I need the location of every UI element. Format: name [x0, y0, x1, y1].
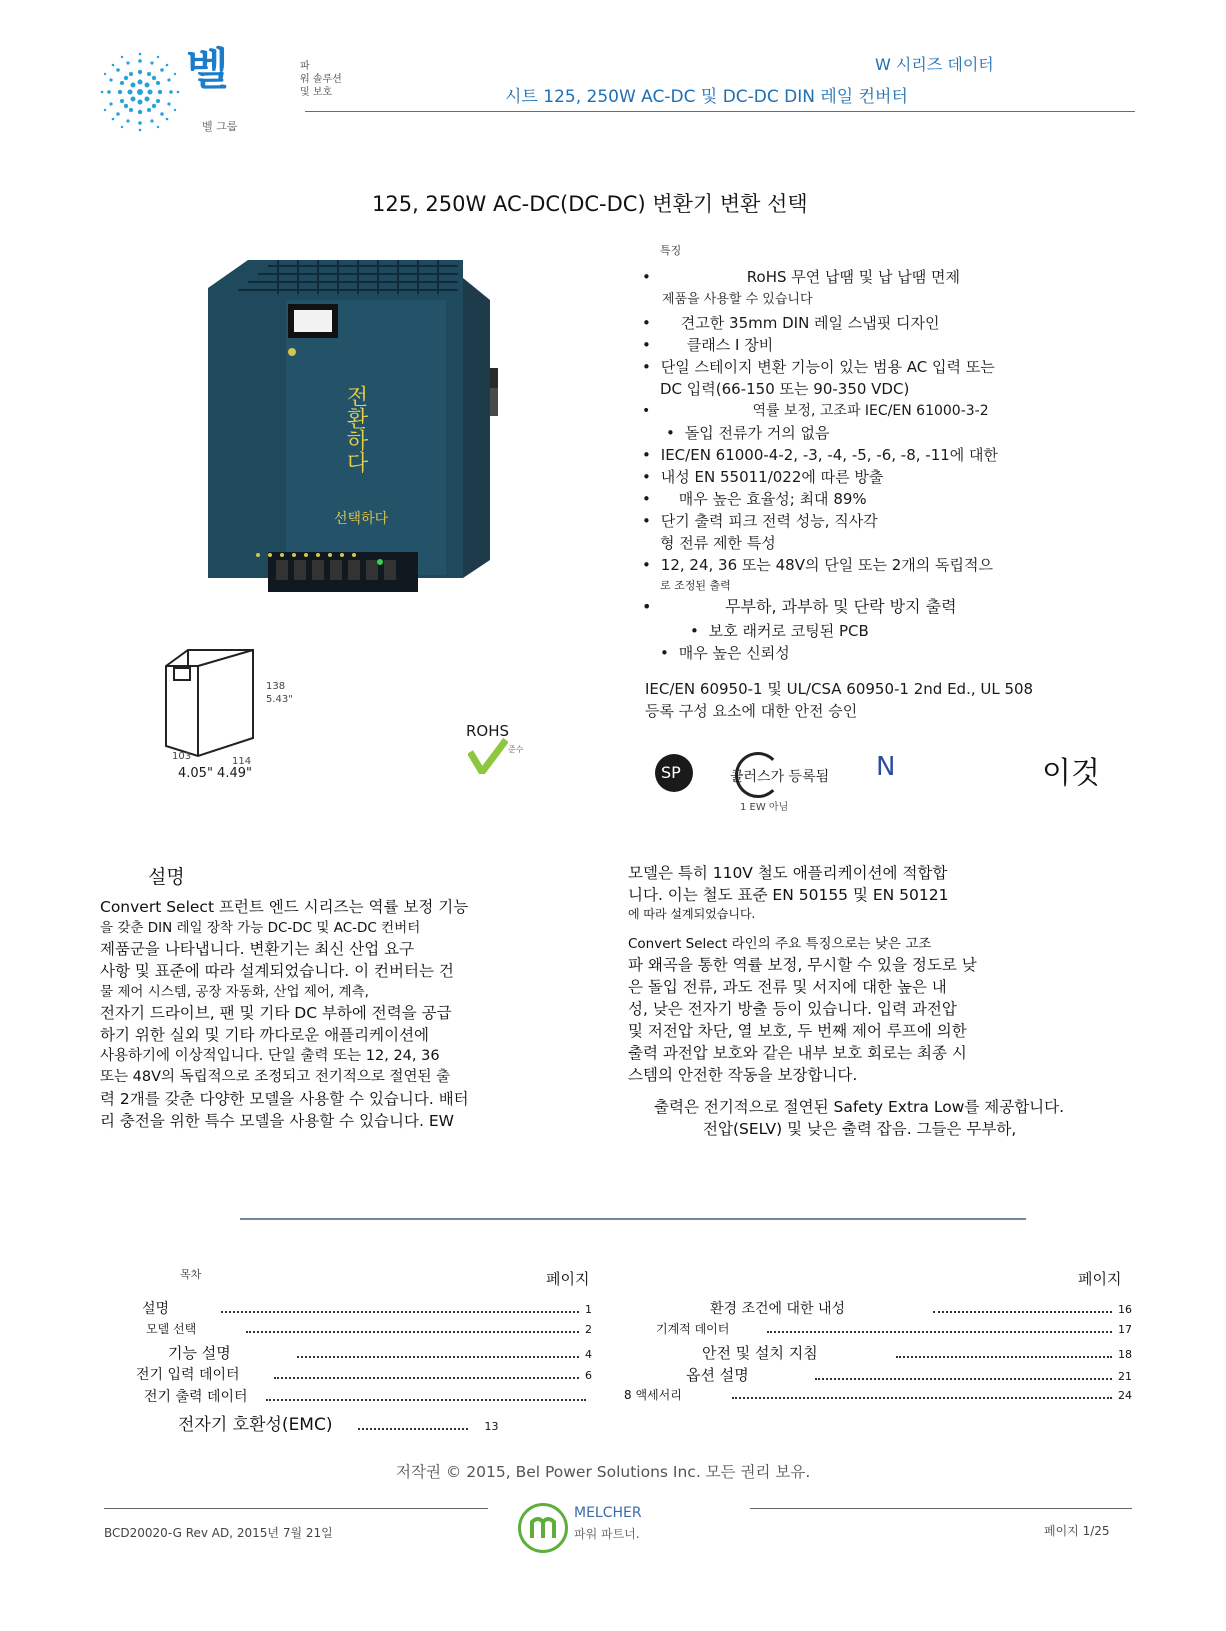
page-title: 125, 250W AC-DC(DC-DC) 변환기 변환 선택	[372, 192, 808, 216]
feature-item	[666, 424, 830, 442]
feature-item	[690, 622, 869, 640]
section-divider	[240, 1218, 1026, 1220]
desc-line: 전자기 드라이브, 팬 및 기타 DC 부하에 전력을 공급	[100, 1004, 452, 1022]
series-label: W 시리즈 데이터	[875, 55, 994, 74]
desc-line: 전압(SELV) 및 낮은 출력 잡음. 그들은 무부하,	[703, 1120, 1017, 1138]
feature-item	[642, 556, 993, 574]
logo-text: 벨	[186, 44, 229, 95]
outline-drawing-icon	[158, 646, 278, 766]
dim-height-in: 5.43"	[266, 694, 293, 705]
product-side-text-1: 전환하다	[343, 385, 368, 473]
bel-logo-icon	[100, 52, 180, 132]
toc-entry-page: 16	[1118, 1303, 1132, 1316]
feature-item	[642, 358, 995, 376]
desc-line: 성, 낮은 전자기 방출 등이 있습니다. 입력 과전압	[628, 1000, 957, 1018]
feature-text: 역률 보정, 고조파 IEC/EN 61000-3-2	[752, 403, 989, 419]
description-right-column-b	[628, 934, 1128, 1086]
desc-line: 리 충전을 위한 특수 모델을 사용할 수 있습니다. EW	[100, 1112, 454, 1130]
toc-entry-label: 설명	[142, 1301, 170, 1317]
approval-line-1: IEC/EN 60950-1 및 UL/CSA 60950-1 2nd Ed., UL 508	[645, 680, 1034, 698]
feature-text: IEC/EN 61000-4-2, -3, -4, -5, -6, -8, -11에 대한	[660, 446, 999, 464]
toc-entry-page: 18	[1118, 1348, 1132, 1361]
description-right-column-a	[628, 862, 1128, 922]
desc-line: Convert Select 프런트 엔드 시리즈는 역률 보정 기능	[100, 898, 469, 916]
toc-leader	[266, 1399, 586, 1401]
feature-text: RoHS 무연 납땜 및 납 납땜 면제	[746, 268, 961, 286]
toc-entry-label: 기능 설명	[168, 1344, 231, 1362]
toc-entry[interactable]	[702, 1342, 1132, 1363]
footer-rule-left	[104, 1508, 488, 1509]
toc-entry[interactable]	[656, 1320, 1132, 1337]
rohs-label: ROHS	[466, 722, 510, 740]
feature-item	[642, 468, 883, 486]
partner-subtitle: 파워 파트너.	[574, 1527, 640, 1541]
feature-item	[660, 644, 790, 662]
tagline-line-2: 워 솔루션	[300, 74, 342, 85]
feature-item-cont: 로 조정된 출력	[660, 579, 731, 592]
toc-leader	[732, 1397, 1112, 1399]
copyright: 저작권 © 2015, Bel Power Solutions Inc. 모든 권리 보유.	[396, 1463, 811, 1481]
melcher-logo-icon	[518, 1503, 568, 1553]
feature-text: 단기 출력 피크 전력 성능, 직사각	[660, 512, 878, 530]
toc-entry-page: 24	[1118, 1389, 1132, 1402]
header-tagline	[300, 60, 342, 99]
sheet-title: 시트 125, 250W AC-DC 및 DC-DC DIN 레일 컨버터	[505, 87, 908, 107]
toc-entry-label: 전자기 호환성(EMC)	[178, 1415, 333, 1435]
feature-text: 내성 EN 55011/022에 따른 방출	[660, 468, 884, 486]
toc-entry[interactable]	[136, 1364, 592, 1384]
toc-entry-label: 안전 및 설치 지침	[702, 1344, 818, 1362]
desc-line: 제품군을 나타냅니다. 변환기는 최신 산업 요구	[100, 940, 415, 958]
dim-inches: 4.05" 4.49"	[178, 766, 252, 781]
toc-leader	[297, 1356, 579, 1358]
feature-item	[642, 512, 878, 530]
footer-rule-right	[750, 1508, 1132, 1509]
footer-page-number: 페이지 1/25	[1044, 1524, 1110, 1538]
feature-text: 단일 스테이지 변환 기능이 있는 범용 AC 입력 또는	[660, 358, 995, 376]
toc-entry-page: 1	[585, 1303, 592, 1316]
toc-entry-label: 전기 입력 데이터	[136, 1367, 240, 1383]
feature-text: 매우 높은 효율성; 최대 89%	[678, 490, 867, 508]
desc-line: 사용하기에 이상적입니다. 단일 출력 또는 12, 24, 36	[100, 1048, 440, 1064]
feature-text: 돌입 전류가 거의 없음	[684, 424, 830, 442]
feature-text: 매우 높은 신뢰성	[678, 644, 790, 662]
toc-entry-page: 2	[585, 1323, 592, 1336]
desc-line: 을 갖춘 DIN 레일 장착 가능 DC-DC 및 AC-DC 컨버터	[100, 920, 421, 936]
desc-line: 하기 위한 실외 및 기타 까다로운 애플리케이션에	[100, 1026, 430, 1044]
feature-item	[642, 446, 998, 464]
feature-text: 12, 24, 36 또는 48V의 단일 또는 2개의 독립적으	[660, 556, 993, 574]
feature-item-cont: DC 입력(66-150 또는 90-350 VDC)	[660, 380, 910, 398]
feature-item-cont: 형 전류 제한 특성	[660, 534, 776, 552]
toc-entry-page: 21	[1118, 1370, 1132, 1383]
toc-entry-page: 13	[484, 1420, 499, 1433]
toc-leader	[246, 1331, 579, 1333]
toc-entry-label: 전기 출력 데이터	[144, 1389, 248, 1405]
toc-entry[interactable]	[144, 1386, 592, 1406]
dim-depth-mm: 114	[232, 756, 252, 767]
description-left-column	[100, 896, 610, 1132]
feature-item	[642, 490, 867, 508]
logo-subtitle: 벨 그룹	[202, 120, 238, 133]
feature-text: 클래스 I 장비	[686, 336, 774, 354]
desc-line: 모델은 특히 110V 철도 애플리케이션에 적합합	[628, 864, 948, 882]
toc-entry-page: 6	[585, 1369, 592, 1382]
toc-entry-page: 17	[1118, 1323, 1132, 1336]
toc-leader	[767, 1331, 1112, 1333]
feature-text: 보호 래커로 코팅된 PCB	[708, 622, 869, 640]
features-heading: 특징	[660, 244, 682, 257]
desc-line: 은 돌입 전류, 과도 전류 및 서지에 대한 높은 내	[628, 978, 947, 996]
feature-item	[642, 402, 989, 420]
desc-line: 에 따라 설계되었습니다.	[628, 907, 756, 921]
toc-entry-label: 모델 선택	[146, 1322, 197, 1336]
toc-page-label-left: 페이지	[546, 1270, 590, 1288]
tagline-line-1: 파	[300, 61, 310, 72]
toc-entry[interactable]	[710, 1298, 1132, 1318]
toc-heading: 목차	[180, 1268, 202, 1281]
partner-name: MELCHER	[574, 1505, 642, 1521]
feature-item-cont: 제품을 사용할 수 있습니다	[662, 292, 813, 307]
desc-line: 또는 48V의 독립적으로 조정되고 전기적으로 절연된 출	[100, 1069, 451, 1085]
toc-entry-label: 옵션 설명	[686, 1366, 749, 1384]
toc-entry-page: 4	[585, 1348, 592, 1361]
toc-leader	[896, 1356, 1112, 1358]
desc-line: 출력 과전압 보호와 같은 내부 보호 회로는 최종 시	[628, 1044, 967, 1062]
this-mark: 이것	[1042, 756, 1100, 791]
toc-leader	[815, 1378, 1112, 1380]
feature-item	[642, 268, 960, 286]
approval-line-2: 등록 구성 요소에 대한 안전 승인	[645, 702, 858, 720]
class-registered-label: 클러스가 등록됨	[730, 769, 830, 785]
bel-logo	[100, 52, 180, 132]
desc-line: 력 2개를 갖춘 다양한 모델을 사용할 수 있습니다. 배터	[100, 1090, 469, 1108]
desc-line: 출력은 전기적으로 절연된 Safety Extra Low를 제공합니다.	[654, 1098, 1065, 1116]
feature-item	[642, 598, 957, 616]
desc-line: 스템의 안전한 작동을 보장합니다.	[628, 1066, 858, 1084]
toc-leader	[358, 1428, 468, 1430]
desc-line: 니다. 이는 철도 표준 EN 50155 및 EN 50121	[628, 886, 949, 904]
toc-entry-label: 8 액세서리	[624, 1388, 682, 1402]
footer-doc-id: BCD20020-G Rev AD, 2015년 7월 21일	[104, 1526, 333, 1540]
desc-line: 파 왜곡을 통한 역률 보정, 무시할 수 있을 정도로 낮	[628, 956, 977, 974]
feature-text: 견고한 35mm DIN 레일 스냅핏 디자인	[680, 314, 940, 332]
toc-entry[interactable]	[142, 1298, 592, 1318]
toc-entry[interactable]	[624, 1386, 1132, 1403]
rohs-compliant: 준수	[508, 745, 524, 754]
desc-line: 및 저전압 차단, 열 보호, 두 번째 제어 루프에 의한	[628, 1022, 967, 1040]
toc-entry[interactable]	[178, 1410, 592, 1435]
header-rule	[305, 111, 1135, 112]
toc-page-label-right: 페이지	[1078, 1270, 1122, 1288]
toc-entry-label: 기계적 데이터	[656, 1322, 730, 1336]
feature-text: 무부하, 과부하 및 단락 방지 출력	[725, 597, 957, 616]
feature-item	[642, 314, 940, 332]
dim-width-mm: 103	[172, 751, 192, 762]
product-side-text-2: 선택하다	[334, 511, 389, 527]
dimension-drawing	[158, 646, 278, 766]
description-heading: 설명	[148, 866, 185, 888]
ew-note: 1 EW 아님	[740, 802, 789, 813]
toc-leader	[274, 1377, 579, 1379]
tagline-line-3: 및 보호	[300, 87, 333, 98]
feature-item	[642, 336, 773, 354]
toc-entry[interactable]	[686, 1364, 1132, 1385]
toc-entry[interactable]	[146, 1320, 592, 1337]
toc-leader	[221, 1311, 579, 1313]
toc-entry[interactable]	[168, 1342, 592, 1363]
desc-line: Convert Select 라인의 주요 특징으로는 낮은 고조	[628, 936, 932, 952]
toc-entry-label: 환경 조건에 대한 내성	[710, 1301, 846, 1317]
desc-line: 물 제어 시스템, 공장 자동화, 산업 제어, 계측,	[100, 984, 369, 1000]
n-mark: N	[876, 752, 896, 782]
sp-cert-icon	[655, 754, 693, 792]
toc-leader	[933, 1311, 1112, 1313]
dim-height-mm: 138	[266, 681, 286, 692]
sp-cert-label: SP	[661, 763, 681, 782]
desc-line: 사항 및 표준에 따라 설계되었습니다. 이 컨버터는 건	[100, 962, 454, 980]
rohs-check-icon	[468, 738, 508, 778]
